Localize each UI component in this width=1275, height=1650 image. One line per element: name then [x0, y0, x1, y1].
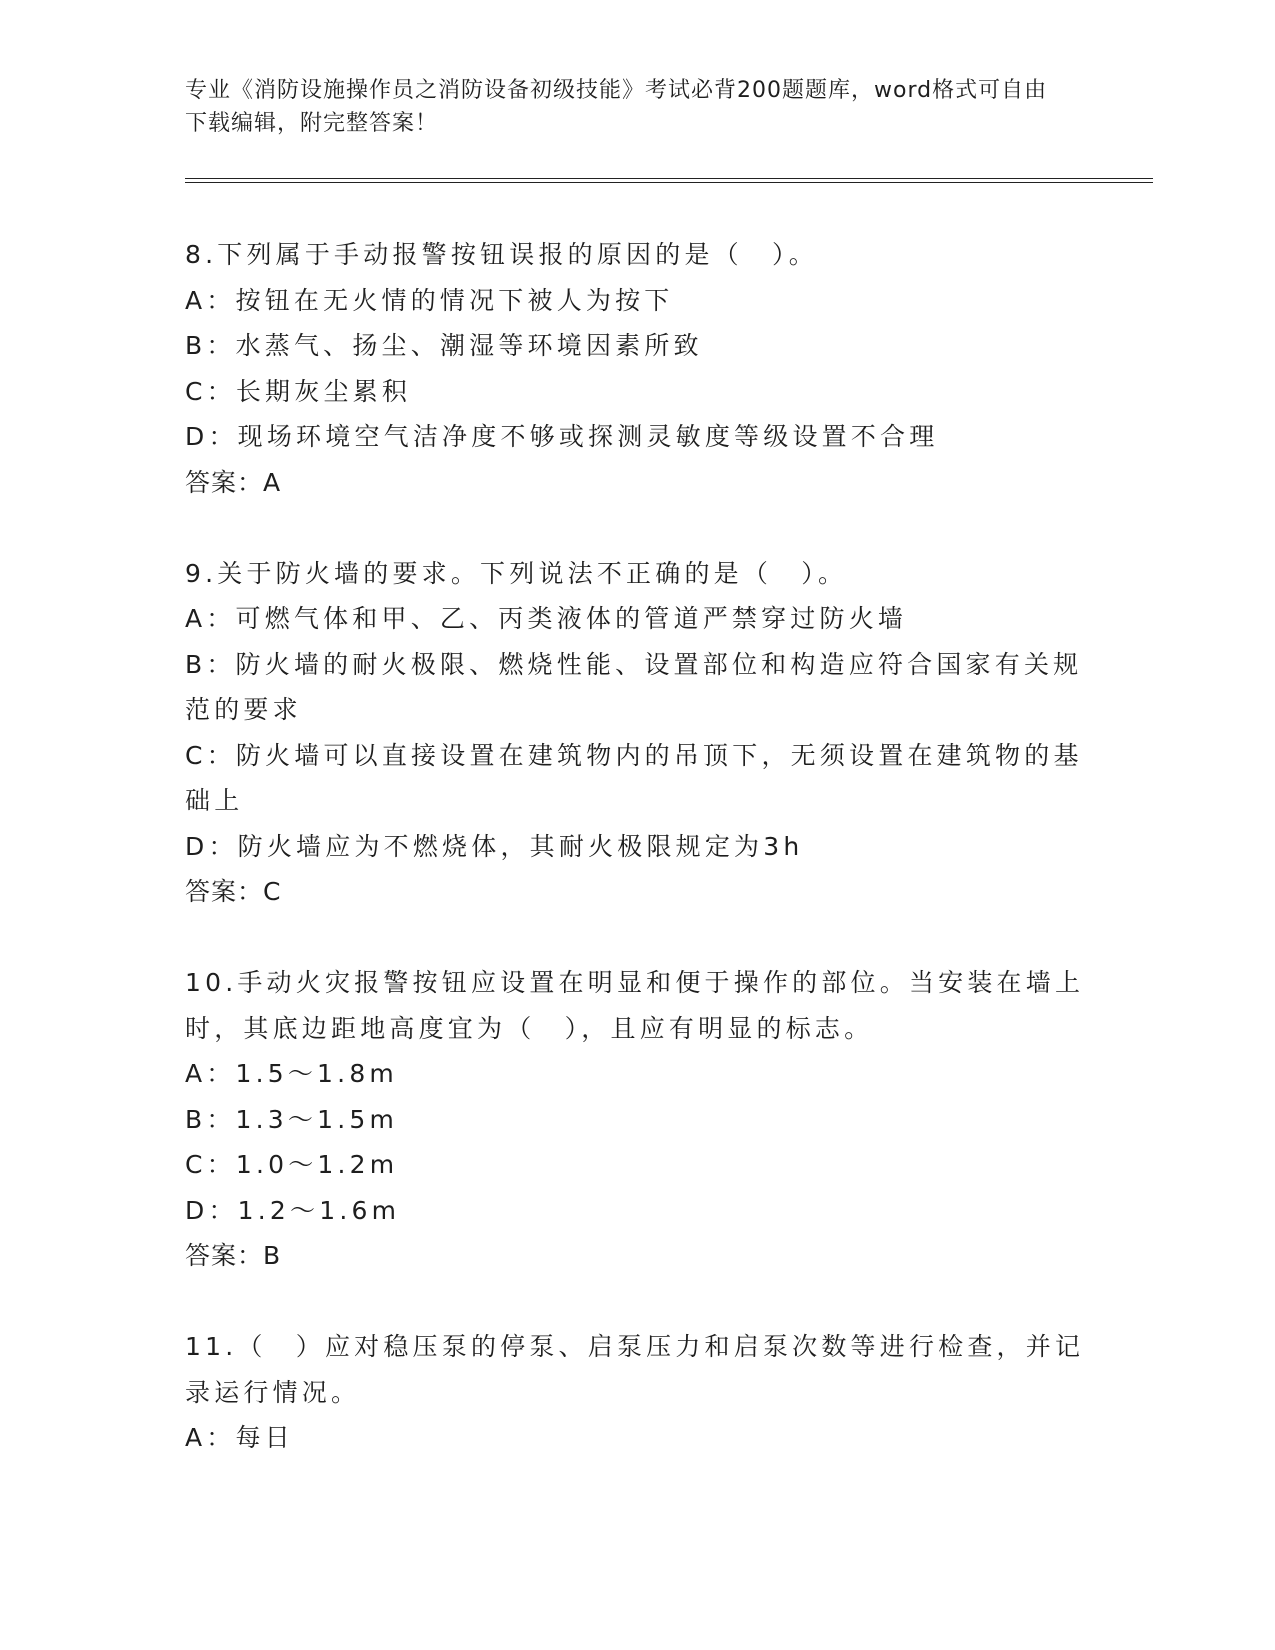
option-d: D：现场环境空气洁净度不够或探测灵敏度等级设置不合理 [185, 422, 939, 451]
header-divider-bottom [185, 182, 1153, 183]
question-stem: 9.关于防火墙的要求。下列说法不正确的是（ ）。 [185, 558, 848, 588]
option-d: D：防火墙应为不燃烧体，其耐火极限规定为3h [185, 831, 804, 861]
option-c: C：长期灰尘累积 [185, 376, 412, 406]
option-a: A：1.5～1.8m [185, 1059, 398, 1088]
question-item [185, 232, 1085, 505]
option-c: C：防火墙可以直接设置在建筑物内的吊顶下，无须设置在建筑物的基础上 [185, 740, 1083, 815]
option-a: A：可燃气体和甲、乙、丙类液体的管道严禁穿过防火墙 [185, 604, 908, 633]
question-item [185, 960, 1085, 1279]
answer-line: 答案：C [185, 877, 282, 906]
answer-line: 答案：B [185, 1241, 282, 1270]
option-b: B：防火墙的耐火极限、燃烧性能、设置部位和构造应符合国家有关规范的要求 [185, 649, 1083, 724]
document-header: 专业《消防设施操作员之消防设备初级技能》考试必背200题题库，word格式可自由下载编辑，附完整答案！ [185, 78, 1048, 136]
option-b: B：水蒸气、扬尘、潮湿等环境因素所致 [185, 331, 703, 360]
option-d: D：1.2～1.6m [185, 1195, 401, 1225]
question-stem: 8.下列属于手动报警按钮误报的原因的是（ ）。 [185, 240, 818, 269]
question-stem: 11.（ ）应对稳压泵的停泵、启泵压力和启泵次数等进行检查，并记录运行情况。 [185, 1332, 1085, 1407]
header-divider-top [185, 178, 1153, 179]
question-stem: 10.手动火灾报警按钮应设置在明显和便于操作的部位。当安装在墙上时，其底边距地高度宜为（ ），且应有明显的标志。 [185, 968, 1085, 1043]
answer-line: 答案：A [185, 467, 282, 497]
option-c: C：1.0～1.2m [185, 1150, 399, 1179]
option-a: A：按钮在无火情的情况下被人为按下 [185, 285, 674, 315]
question-item [185, 551, 1085, 915]
question-item [185, 1324, 1085, 1461]
option-a: A：每日 [185, 1423, 294, 1452]
option-b: B：1.3～1.5m [185, 1104, 399, 1134]
question-list [185, 232, 1085, 1506]
